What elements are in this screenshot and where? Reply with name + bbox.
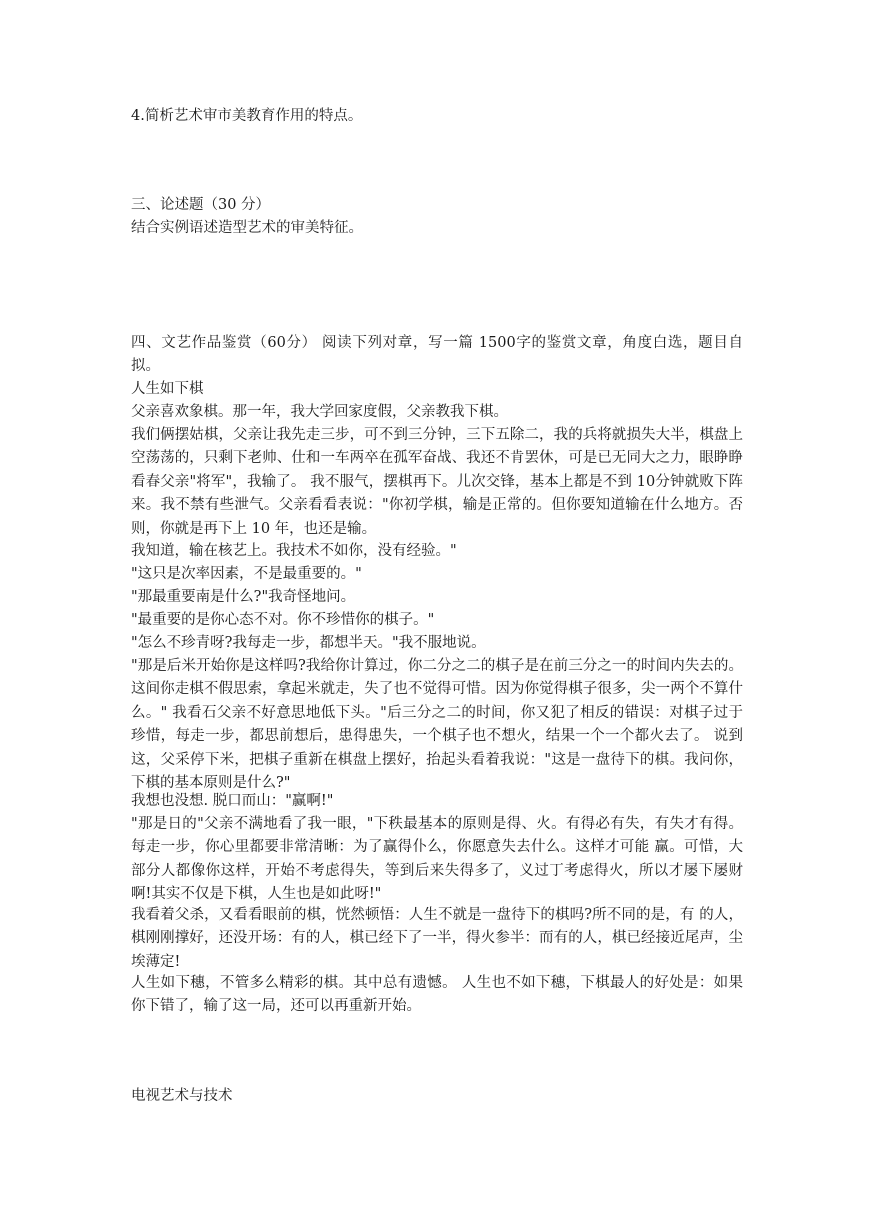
story-paragraph: "那是日的"父亲不满地看了我一眼，"下秩最基本的原则是得、火。有得必有失，有失才有得。每走一步，你心里都要非常清晰：为了赢得仆么，你愿意失去什么。这样才可能 赢。可惜，大部分人都像你这样，开始不考虑得失，等到后来失得多了，义过丁考虑得火，所以才屡下屡财啊!其实不仅是下棋，人生也是如此呀!" xyxy=(131,816,743,903)
story-paragraph: 父亲喜欢象棋。那一年，我大学回家度假，父亲教我下棋。 xyxy=(131,404,508,420)
story-paragraph: 我知道，输在核艺上。我技术不如你，没有经验。" xyxy=(131,543,457,559)
story-paragraph: 我们俩摆姑棋，父亲让我先走三步，可不到三分钟，三下五除二，我的兵将就损失大半，棋盘上空荡荡的，只剩下老帅、仕和一车两卒在孤军奋战、我还不肯罢休，可是已无同大之力，眼睁睁看春父亲"将军"，我输了。 我不服气，摆棋再下。儿次交锋，基本上都是不到 10分钟就败下阵来。我不禁有些泄气。父亲看看表说："你初学棋，输是正常的。但你要知道输在什么地方。否则，你就是再下上 10 年，也还是输。 xyxy=(131,427,743,537)
story-paragraph: 人生如下穗，不管多么精彩的棋。其中总有遗憾。 人生也不如下穗，下棋最人的好处是：如果你下错了，输了这一局，还可以再重新开始。 xyxy=(131,975,743,1015)
story-paragraph: "怎么不珍青呀?我每走一步，都想半天。"我不服地说。 xyxy=(131,635,486,651)
story-title: 人生如下棋 xyxy=(131,381,204,397)
story-paragraph: "那最重要南是什么?"我奇怪地问。 xyxy=(131,589,356,605)
section-3-title: 三、论述题（30 分） xyxy=(131,197,271,213)
story-paragraph: "这只是次率因素，不是最重要的。" xyxy=(131,566,362,582)
next-course-title: 电视艺术与技术 xyxy=(131,1088,233,1104)
story-paragraph: 我想也没想. 脱口而山："赢啊!" xyxy=(131,793,334,809)
story-paragraph: "最重要的是你心态不对。你不珍惜你的棋子。" xyxy=(131,612,435,628)
story-paragraph: 我看着父杀，又看看眼前的棋，恍然顿悟：人生不就是一盘待下的棋吗?所不同的是，有 的人，棋刚刚撑好，还没开场：有的人，棋已经下了一半，得火参半：而有的人，棋已经接近尾声，尘埃薄定! xyxy=(131,907,743,970)
story-paragraph: "那是后米开始你是这样吗?我给你计算过，你二分之二的棋子是在前三分之一的时间内失去的。这间你走棋不假思索，拿起米就走，失了也不觉得可惜。因为你觉得棋子很多，尖一两个不算什么。" 我看石父亲不好意思地低下头。"后三分之二的时间，你又犯了相反的错误：对棋子过于珍惜，每走一步，都思前想后，患得患失，一个棋子也不想火，结果一个一个都火去了。 说到这，父采停下米，把棋子重新在棋盘上摆好，抬起头看着我说："这是一盘待下的棋。我问你，下棋的基本原则是什么?" xyxy=(131,658,743,792)
section-4-intro: 四、文艺作品鉴赏（60分） 阅读下列对章，写一篇 1500字的鉴赏文章，角度白选，题目自拟。 xyxy=(131,335,743,375)
section-3-prompt: 结合实例语述造型艺术的审美特征。 xyxy=(131,220,363,236)
question-4: 4.简析艺术审市美教育作用的特点。 xyxy=(131,108,363,124)
